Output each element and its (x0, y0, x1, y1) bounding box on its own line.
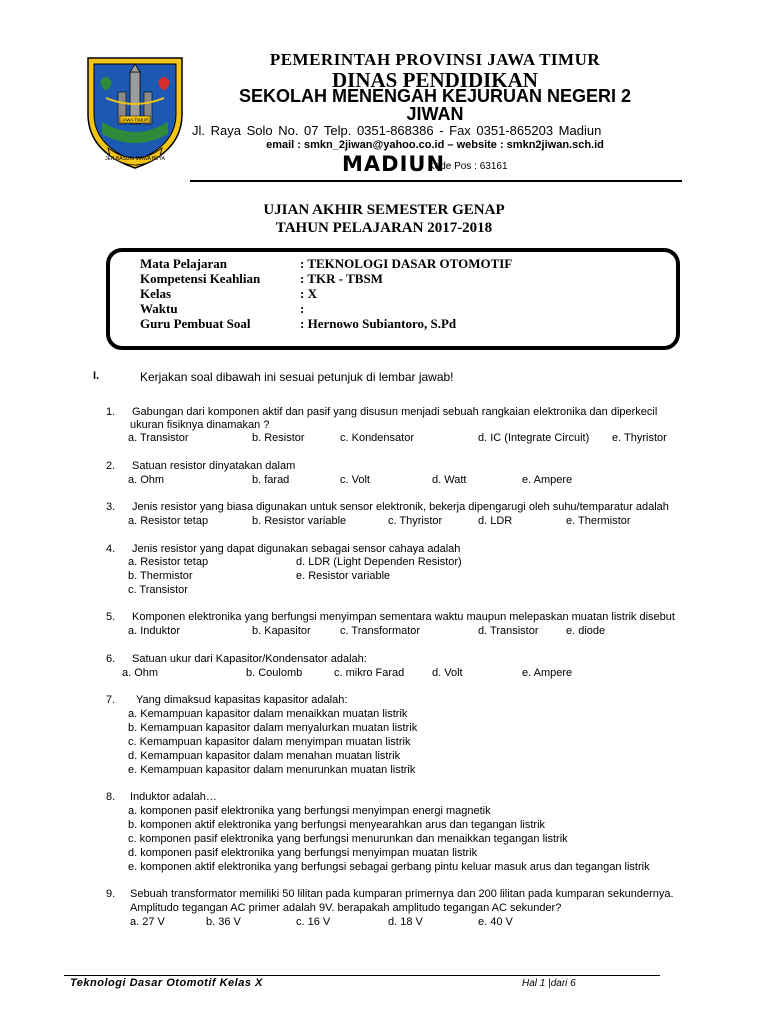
question-number: 5. (106, 611, 116, 623)
question-number: 1. (106, 406, 116, 418)
question-number: 7. (106, 694, 116, 706)
option: e. Kemampuan kapasitor dalam menurunkan muatan listrik (128, 764, 416, 776)
question-text: ukuran fisiknya dinamakan ? (130, 419, 270, 431)
info-value: : X (300, 286, 317, 301)
question-number: 9. (106, 888, 116, 900)
option: d. IC (Integrate Circuit) (478, 432, 590, 444)
option: b. 36 V (206, 916, 241, 928)
option: c. Transistor (128, 584, 188, 596)
exam-title: UJIAN AKHIR SEMESTER GENAP (263, 202, 505, 218)
option: b. Kemampuan kapasitor dalam menyalurkan muatan listrik (128, 722, 418, 734)
question-number: 3. (106, 501, 116, 513)
option: c. Kemampuan kapasitor dalam menyimpan muatan listrik (128, 736, 411, 748)
postal-code: Kode Pos : 63161 (428, 161, 508, 172)
svg-text:JAWA TIMUR: JAWA TIMUR (121, 117, 149, 123)
section-number: I. (93, 370, 100, 382)
option: d. Transistor (478, 625, 539, 637)
info-label: Mata Pelajaran (140, 256, 228, 271)
school-email-website: email : smkn_2jiwan@yahoo.co.id – website : smkn2jiwan.sch.id (266, 139, 604, 151)
option: e. diode (566, 625, 606, 637)
option: c. Transformator (340, 625, 421, 637)
question-text: Jenis resistor yang biasa digunakan untuk sensor elektronik, bekerja dipengarugi oleh suhu/temparatur adalah (132, 501, 669, 513)
question-text: Komponen elektronika yang berfungsi menyimpan sementara waktu maupun melepaskan muatan listrik disebut (132, 611, 675, 623)
city-name: MADIUN (342, 152, 446, 176)
info-value: : Hernowo Subiantoro, S.Pd (300, 316, 457, 331)
option: d. LDR (Light Dependen Resistor) (296, 556, 462, 568)
info-value: : (300, 301, 305, 316)
info-label: Kompetensi Keahlian (140, 271, 261, 286)
option: c. 16 V (296, 916, 331, 928)
option: d. LDR (478, 515, 513, 527)
info-label: Kelas (140, 286, 172, 301)
footer-subject: Teknologi Dasar Otomotif Kelas X (70, 977, 263, 989)
option: a. Transistor (128, 432, 189, 444)
question-text: Yang dimaksud kapasitas kapasitor adalah: (136, 694, 348, 706)
option: c. Kondensator (340, 432, 414, 444)
option: a. Ohm (128, 474, 165, 486)
option: e. Ampere (522, 667, 573, 679)
option: a. Kemampuan kapasitor dalam menaikkan muatan listrik (128, 708, 408, 720)
option: a. Ohm (122, 667, 159, 679)
info-label: Guru Pembuat Soal (140, 316, 251, 331)
question-number: 2. (106, 460, 116, 472)
question-text: Sebuah transformator memiliki 50 lilitan pada kumparan primernya dan 200 lilitan pada kumparan sekundernya. (130, 888, 674, 900)
svg-text:JER BASUKI MAWA BEYA: JER BASUKI MAWA BEYA (105, 156, 165, 162)
school-name-line2: JIWAN (406, 104, 464, 124)
option: c. Volt (340, 474, 370, 486)
question-number: 8. (106, 791, 116, 803)
option: b. farad (252, 474, 290, 486)
header-divider (190, 180, 682, 182)
option: e. Thyristor (612, 432, 667, 444)
page-number: Hal 1 |dari 6 (522, 978, 576, 989)
question-text: Satuan resistor dinyatakan dalam (132, 460, 296, 472)
option: b. Resistor variable (252, 515, 347, 527)
option: c. komponen pasif elektronika yang berfungsi menurunkan dan menaikkan tegangan listrik (128, 833, 568, 845)
option: b. Thermistor (128, 570, 193, 582)
question-text: Satuan ukur dari Kapasitor/Kondensator adalah: (132, 653, 367, 665)
option: c. Thyristor (388, 515, 443, 527)
option: a. Resistor tetap (128, 556, 209, 568)
option: c. mikro Farad (334, 667, 405, 679)
school-name-line1: SEKOLAH MENENGAH KEJURUAN NEGERI 2 (238, 86, 632, 106)
info-value: : TEKNOLOGI DASAR OTOMOTIF (300, 256, 513, 271)
option: e. Ampere (522, 474, 573, 486)
exam-year: TAHUN PELAJARAN 2017-2018 (275, 220, 493, 236)
question-text: Gabungan dari komponen aktif dan pasif yang disusun menjadi sebuah rangkaian elektronika dan diperkecil (132, 406, 658, 418)
jawa-timur-emblem (80, 52, 190, 170)
question-text: Jenis resistor yang dapat digunakan sebagai sensor cahaya adalah (132, 543, 461, 555)
option: e. 40 V (478, 916, 513, 928)
question-number: 4. (106, 543, 116, 555)
option: d. komponen pasif elektronika yang berfungsi menyimpan muatan listrik (128, 847, 478, 859)
option: b. Resistor (252, 432, 305, 444)
section-instruction: Kerjakan soal dibawah ini sesuai petunjuk di lembar jawab! (140, 370, 454, 384)
option: d. Watt (432, 474, 467, 486)
option: a. Resistor tetap (128, 515, 209, 527)
option: a. 27 V (130, 916, 165, 928)
info-label: Waktu (140, 301, 178, 316)
school-address: Jl. Raya Solo No. 07 Telp. 0351-868386 - Fax 0351-865203 Madiun (192, 123, 602, 138)
question-text: Amplitudo tegangan AC primer adalah 9V. berapakah amplitudo tegangan AC sekunder? (130, 902, 562, 914)
option: e. Thermistor (566, 515, 631, 527)
footer-divider (64, 975, 660, 976)
option: a. komponen pasif elektronika yang berfungsi menyimpan energi magnetik (128, 805, 491, 817)
option: b. komponen aktif elektronika yang berfungsi menyearahkan arus dan tegangan listrik (128, 819, 546, 831)
option: d. Kemampuan kapasitor dalam menahan muatan listrik (128, 750, 401, 762)
option: e. Resistor variable (296, 570, 391, 582)
option: a. Induktor (128, 625, 180, 637)
option: e. komponen aktif elektronika yang berfungsi sebagai gerbang pintu keluar masuk arus dan tegangan listrik (128, 861, 650, 873)
question-number: 6. (106, 653, 116, 665)
option: d. Volt (432, 667, 463, 679)
option: d. 18 V (388, 916, 423, 928)
question-text: Induktor adalah… (130, 791, 217, 803)
info-value: : TKR - TBSM (300, 271, 383, 286)
option: b. Coulomb (246, 667, 303, 679)
option: b. Kapasitor (252, 625, 311, 637)
government-name: PEMERINTAH PROVINSI JAWA TIMUR (269, 50, 601, 69)
department-name: DINAS PENDIDIKAN (332, 68, 538, 92)
